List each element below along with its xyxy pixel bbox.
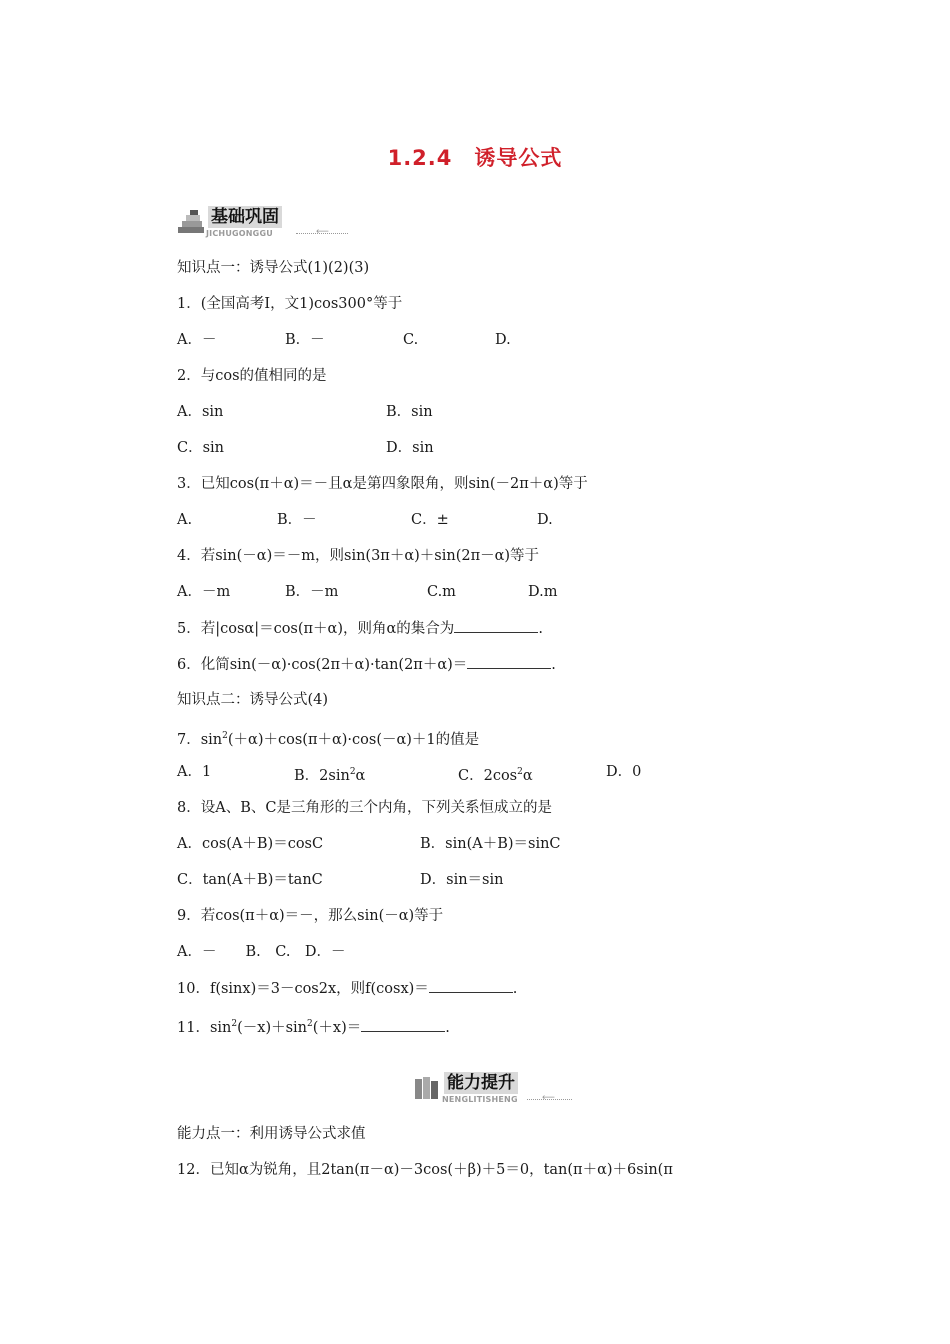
q10-text: 10．f(sinx)＝3－cos2x，则f(cosx)＝ [177, 981, 429, 997]
question-6 [177, 654, 556, 675]
banner-subtitle: NENGLITISHENG [442, 1095, 518, 1104]
q7-option-a: A．1 [177, 764, 212, 780]
answer-blank[interactable] [361, 1017, 445, 1032]
q11-text-1: 11．sin [177, 1019, 232, 1036]
q9-options: A．－ B. C. D．－ [177, 944, 346, 960]
q4-option-b: B．－m [285, 584, 339, 600]
question-10 [177, 978, 517, 999]
question-3: 3．已知cos(π＋α)＝－且α是第四象限角，则sin(－2π＋α)等于 [177, 476, 588, 492]
q7-c-alpha: α [522, 767, 533, 784]
banner-title: 基础巩固 [208, 206, 282, 228]
q4-option-c: C.m [427, 584, 456, 600]
question-5 [177, 618, 543, 639]
arrow-left-icon: ⟵ [542, 1093, 555, 1103]
ability-point-1: 能力点一：利用诱导公式求值 [177, 1126, 366, 1142]
q2-option-a: A．sin [177, 404, 224, 420]
q3-option-d: D. [537, 512, 553, 528]
books-icon [412, 1075, 442, 1101]
q7-b-superscript: 2 [349, 767, 356, 777]
q8-option-b: B．sin(A＋B)＝sinC [420, 836, 561, 852]
q1-option-a: A．－ [177, 332, 217, 348]
q11-superscript-2: 2 [307, 1019, 313, 1029]
q7-c-superscript: 2 [517, 767, 523, 777]
q1-options [177, 330, 216, 350]
q10-period: . [512, 981, 518, 997]
question-2: 2．与cos的值相同的是 [177, 368, 327, 384]
q3-option-c: C．± [411, 512, 449, 528]
arrow-left-icon: ⟵ [316, 227, 329, 237]
q7-text-2: (＋α)＋cos(π＋α)·cos(－α)＋1的值是 [227, 731, 480, 748]
q4-option-a: A．－m [177, 584, 231, 600]
q6-period: . [551, 657, 556, 673]
q2-option-c: C．sin [177, 440, 225, 456]
section-banner-basic [176, 206, 366, 240]
q7-text-1: 7．sin [177, 731, 223, 748]
answer-blank[interactable] [467, 654, 551, 669]
q11-text-3: (＋x)＝ [312, 1019, 362, 1036]
q7-option-b [294, 762, 365, 786]
answer-blank[interactable] [454, 618, 538, 633]
question-1: 1．(全国高考Ⅰ，文1)cos300°等于 [177, 296, 403, 312]
knowledge-point-2: 知识点二：诱导公式(4) [177, 692, 329, 708]
page-title: 1.2.4 诱导公式 [387, 146, 563, 170]
q8-option-d: D．sin＝sin [420, 872, 504, 888]
question-11 [177, 1014, 450, 1038]
question-9: 9．若cos(π＋α)＝－，那么sin(－α)等于 [177, 908, 444, 924]
q7-option-c [458, 762, 533, 786]
knowledge-point-1: 知识点一：诱导公式(1)(2)(3) [177, 260, 370, 276]
q1-option-b: B．－ [285, 332, 325, 348]
q8-option-c: C．tan(A＋B)＝tanC [177, 872, 323, 888]
question-8: 8．设A、B、C是三角形的三个内角，下列关系恒成立的是 [177, 800, 552, 816]
q7-b-text: B．2sin [294, 767, 350, 784]
q6-text: 6．化简sin(－α)·cos(2π＋α)·tan(2π＋α)＝ [177, 657, 468, 673]
question-7 [177, 726, 479, 750]
section-banner-ability [412, 1072, 602, 1106]
q8-option-a: A．cos(A＋B)＝cosC [177, 836, 324, 852]
stairs-icon [176, 209, 206, 235]
q1-option-d: D. [495, 332, 511, 348]
q2-option-d: D．sin [386, 440, 434, 456]
q5-period: . [538, 621, 543, 637]
q11-text-2: (－x)＋sin [237, 1019, 308, 1036]
q3-option-a: A. [177, 512, 193, 528]
q11-superscript-1: 2 [231, 1019, 238, 1029]
q7-option-d: D．0 [606, 764, 642, 780]
q7-superscript: 2 [222, 731, 228, 741]
q2-option-b: B．sin [386, 404, 433, 420]
question-4: 4．若sin(－α)＝－m，则sin(3π＋α)＋sin(2π－α)等于 [177, 548, 540, 564]
banner-title: 能力提升 [444, 1072, 518, 1094]
question-12: 12．已知α为锐角，且2tan(π－α)－3cos(＋β)＋5＝0，tan(π＋α)＋6sin(π [177, 1162, 673, 1178]
q7-c-text: C．2cos [458, 767, 518, 784]
q3-option-b: B．－ [277, 512, 317, 528]
q11-period: . [445, 1019, 450, 1036]
q5-text: 5．若|cosα|＝cos(π＋α)，则角α的集合为 [177, 621, 455, 637]
q7-b-alpha: α [355, 767, 366, 784]
answer-blank[interactable] [429, 978, 513, 993]
banner-subtitle: JICHUGONGGU [206, 229, 273, 238]
q4-option-d: D.m [528, 584, 558, 600]
q1-option-c: C. [403, 332, 419, 348]
